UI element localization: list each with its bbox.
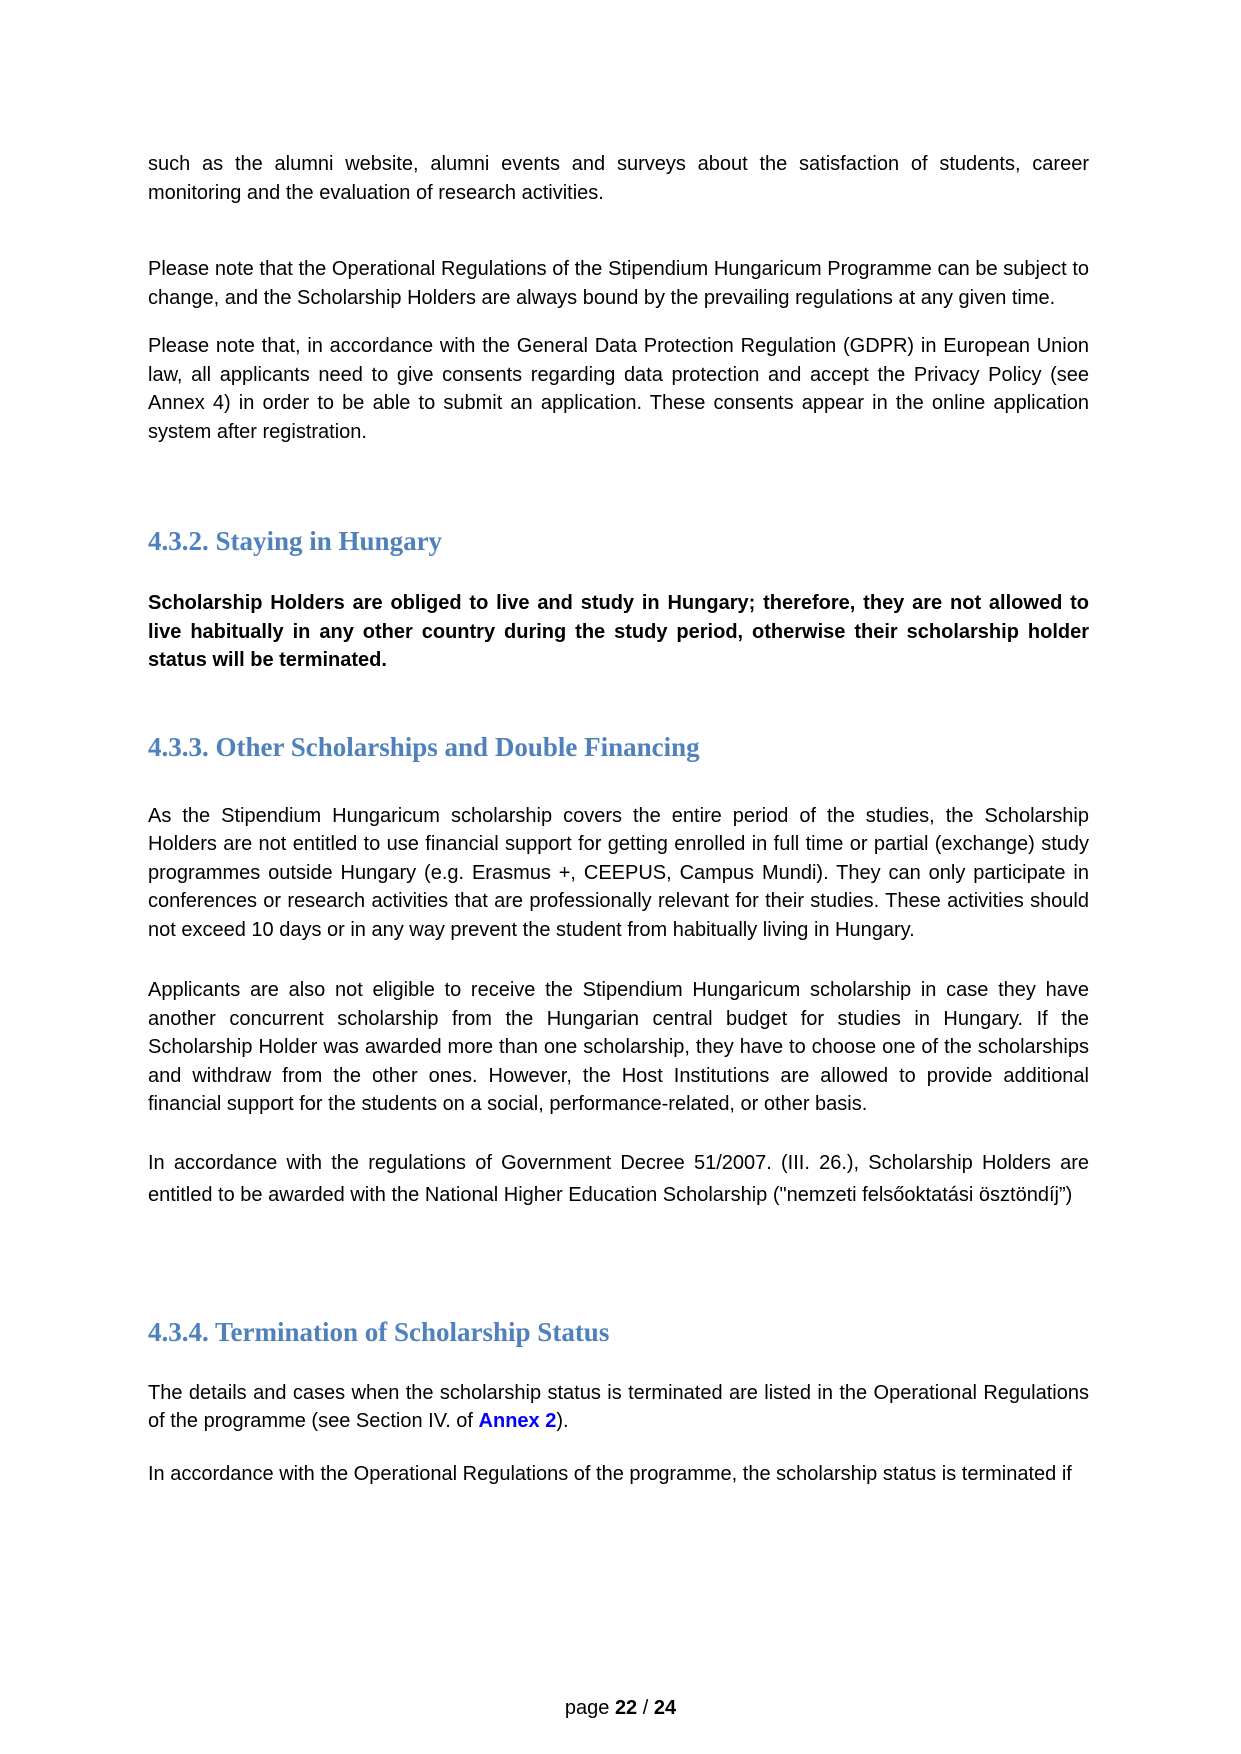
heading-staying-in-hungary: 4.3.2. Staying in Hungary xyxy=(148,526,443,556)
heading-termination-of-scholarship-status: 4.3.4. Termination of Scholarship Status xyxy=(148,1316,610,1347)
termination-details-text-after: ). xyxy=(556,1410,569,1432)
paragraph-government-decree: In accordance with the regulations of Government Decree 51/2007. (III. 26.), Scholarship Holders are entitled to be awarded with the National Higher Education Scholarship ("nemzeti felsőoktatási ösztöndíj”) xyxy=(148,1151,1089,1206)
paragraph-termination-details xyxy=(148,1379,1089,1436)
paragraph-regulations-subject-to-change: Please note that the Operational Regulations of the Stipendium Hungaricum Programme can be subject to change, and the Scholarship Holders are always bound by the prevailing regulations at any given time. xyxy=(148,258,1089,309)
footer-total-page-number: 24 xyxy=(653,1697,677,1719)
footer-current-page-number: 22 xyxy=(614,1697,638,1719)
heading-other-scholarships-double-financing: 4.3.3. Other Scholarships and Double Financing xyxy=(148,731,700,762)
termination-details-text-before: The details and cases when the scholarship status is terminated are listed in the Operational Regulations of the programme (see Section IV. of xyxy=(148,1381,1089,1432)
paragraph-staying-obligation: Scholarship Holders are obliged to live and study in Hungary; therefore, they are not allowed to live habitually in any other country during the study period, otherwise their scholarship holder status will be terminated. xyxy=(148,592,1089,671)
paragraph-alumni-activities: such as the alumni website, alumni events and surveys about the satisfaction of students, career monitoring and the evaluation of research activities. xyxy=(148,153,1089,204)
page-footer xyxy=(0,1694,1241,1722)
annex-2-link[interactable]: Annex 2 xyxy=(478,1410,557,1432)
paragraph-gdpr-consents: Please note that, in accordance with the General Data Protection Regulation (GDPR) in European Union law, all applicants need to give consents regarding data protection and accept the Privacy Policy (see Annex 4) in order to be able to submit an application. These consents appear in the online application system after registration. xyxy=(148,335,1089,443)
paragraph-double-financing: As the Stipendium Hungaricum scholarship covers the entire period of the studies, the Scholarship Holders are not entitled to use financial support for getting enrolled in full time or partial (exchange) study programmes outside Hungary (e.g. Erasmus +, CEEPUS, Campus Mundi). They can only participate in conferences or research activities that are professionally relevant for their studies. These activities should not exceed 10 days or in any way prevent the student from habitually living in Hungary. xyxy=(148,804,1089,941)
paragraph-concurrent-scholarships: Applicants are also not eligible to receive the Stipendium Hungaricum scholarship in case they have another concurrent scholarship from the Hungarian central budget for studies in Hungary. If the Scholarship Holder was awarded more than one scholarship, they have to choose one of the scholarships and withdraw from the other ones. However, the Host Institutions are allowed to provide additional financial support for the students on a social, performance-related, or other basis. xyxy=(148,979,1089,1115)
footer-page-label: page xyxy=(564,1697,610,1719)
footer-page-separator: / xyxy=(642,1697,649,1719)
paragraph-terminated-if: In accordance with the Operational Regulations of the programme, the scholarship status is terminated if xyxy=(148,1462,1072,1485)
